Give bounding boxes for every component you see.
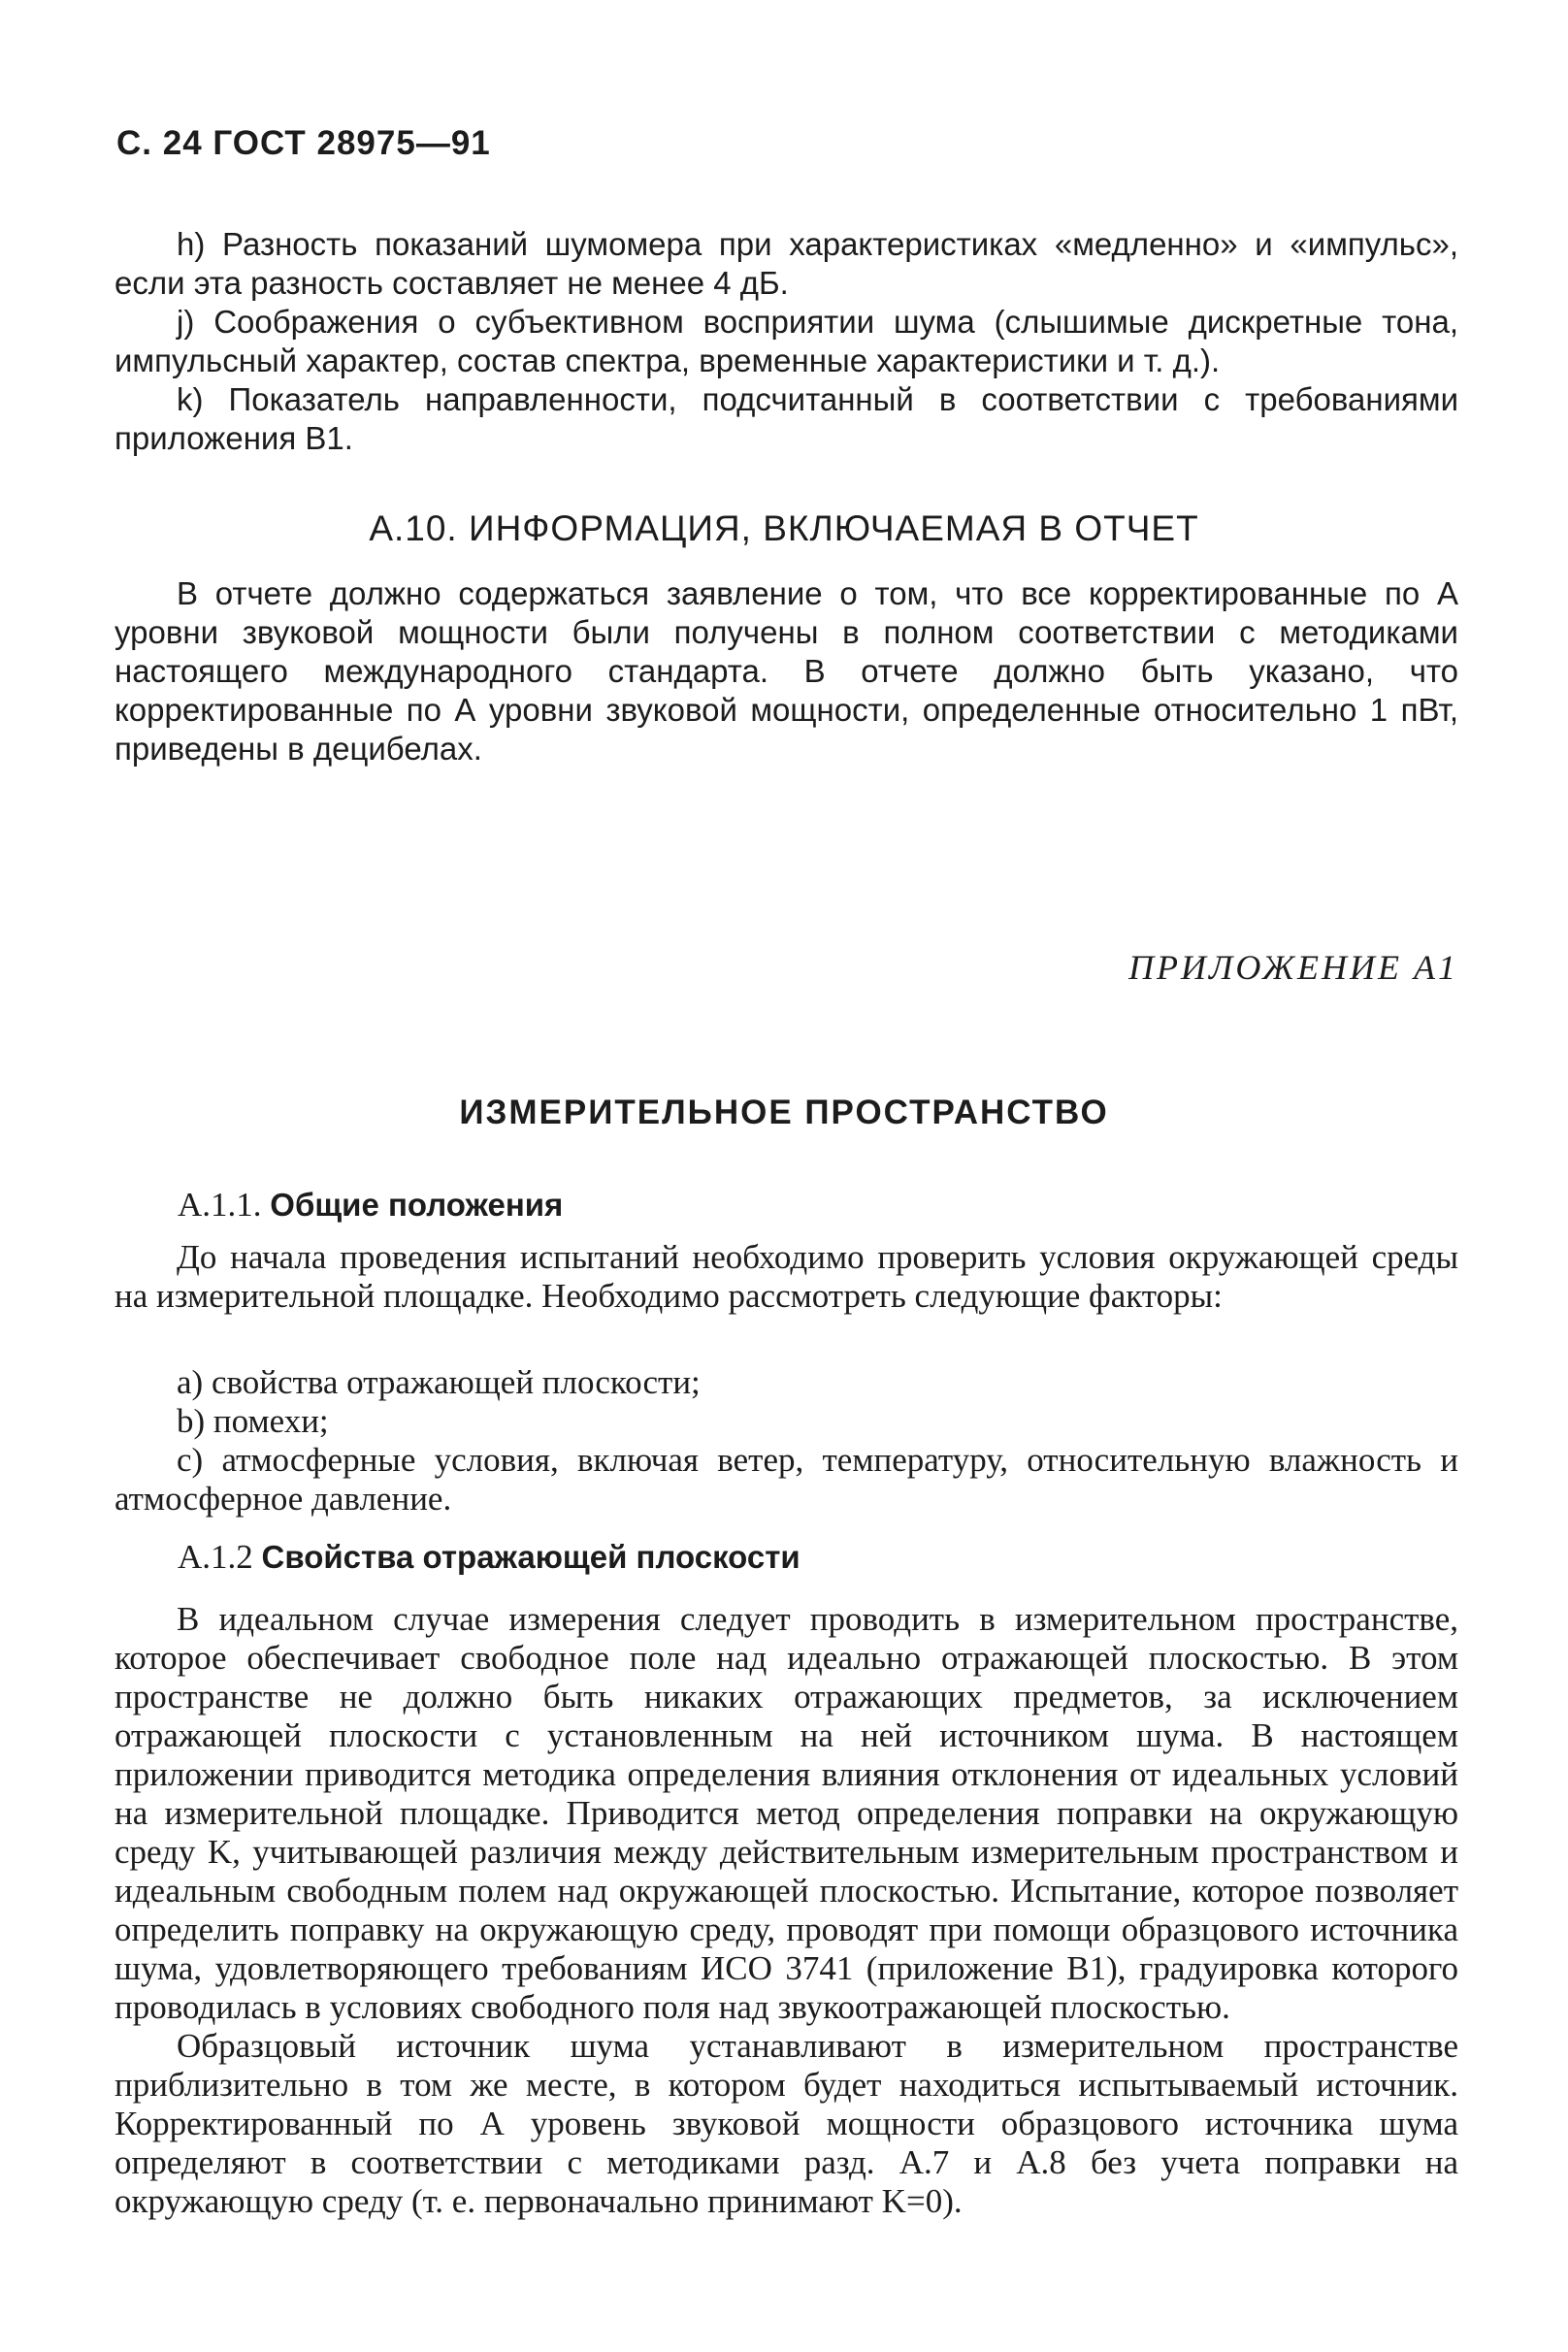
paragraph: До начала проведения испытаний необходимо проверить условия окружающей среды на измерительной площадке. Необходимо рассмотреть следующие факторы: — [114, 1238, 1458, 1315]
list-item-j: j) Соображения о субъективном восприятии шума (слышимые дискретные тона, импульсный характер, состав спектра, временные характеристики и т. д.). — [114, 304, 1458, 378]
appendix-title: ИЗМЕРИТЕЛЬНОЕ ПРОСТРАНСТВО — [459, 1094, 1109, 1131]
list-item: с) атмосферные условия, включая ветер, температуру, относительную влажность и атмосферное давление. — [114, 1441, 1458, 1518]
section-a10-title: А.10. ИНФОРМАЦИЯ, ВКЛЮЧАЕМАЯ В ОТЧЕТ — [369, 508, 1199, 548]
section-a10-paragraph: В отчете должно содержаться заявление о том, что все корректированные по А уровни звуковой мощности были получены в полном соответствии с методиками настоящего международного стандарта. В отчете должно быть указано, что корректированные по А уровни звуковой мощности, определенные относительно 1 пВт, приведены в децибелах. — [114, 575, 1458, 767]
list-item-h: h) Разность показаний шумомера при характеристиках «медленно» и «импульс», если эта разность составляет не менее 4 дБ. — [114, 226, 1458, 301]
list-continuation — [114, 225, 1458, 458]
page-header: С. 24 ГОСТ 28975—91 — [116, 124, 491, 162]
list-item: а) свойства отражающей плоскости; — [177, 1363, 701, 1401]
appendix-label: ПРИЛОЖЕНИЕ А1 — [1128, 948, 1458, 987]
paragraph: Образцовый источник шума устанавливают в измерительном пространстве приблизительно в том же месте, в котором будет находиться испытываемый источник. Корректированный по А уровень звуковой мощности образцового источника шума определяют в соответствии с методиками разд. А.7 и А.8 без учета поправки на окружающую среду (т. е. первоначально принимают K=0). — [114, 2027, 1458, 2220]
subsection-a12-heading — [178, 1538, 800, 1577]
list-item-k: k) Показатель направленности, подсчитанный в соответствии с требованиями приложения В1. — [114, 381, 1458, 456]
section-a10-body — [114, 574, 1458, 768]
paragraph: В идеальном случае измерения следует проводить в измерительном пространстве, которое обеспечивает свободное поле над идеально отражающей плоскостью. В этом пространстве не должно быть никаких отражающих предметов, за исключением отражающей плоскости с установленным на ней источником шума. В настоящем приложении приводится методика определения влияния отклонения от идеальных условий на измерительной площадке. Приводится метод определения поправки на окружающую среду K, учитывающей различия между действительным измерительным пространством и идеальным свободным полем над окружающей плоскостью. Испытание, которое позволяет определить поправку на окружающую среду, проводят при помощи образцового источника шума, удовлетворяющего требованиям ИСО 3741 (приложение В1), градуировка которого проводилась в условиях свободного поля над звукоотражающей плоскостью. — [114, 1600, 1458, 2026]
subsection-number: А.1.1. — [178, 1186, 262, 1224]
subsection-heading-text: Общие положения — [270, 1187, 564, 1223]
subsection-a12-body — [114, 1600, 1458, 2221]
subsection-heading-text: Свойства отражающей плоскости — [261, 1539, 800, 1575]
factor-list — [114, 1363, 1458, 1519]
subsection-number: А.1.2 — [178, 1538, 253, 1576]
list-item: b) помехи; — [177, 1402, 329, 1440]
subsection-a11-intro — [114, 1238, 1458, 1316]
subsection-a11-heading — [178, 1186, 563, 1225]
